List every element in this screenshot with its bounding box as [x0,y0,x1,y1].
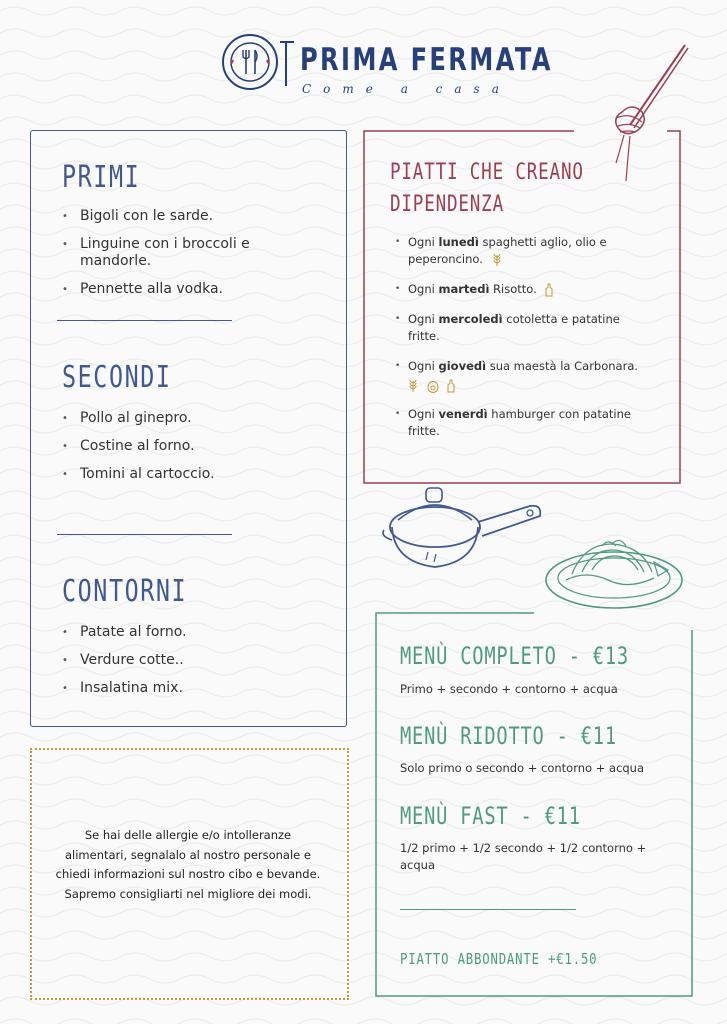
brand-tagline: Come a casa [302,82,511,96]
menu-fast-desc: 1/2 primo + 1/2 secondo + 1/2 contorno + acqua [400,841,647,872]
secondi-list [62,410,322,494]
milk-bottle-icon [545,283,553,297]
specials-heading-line1: PIATTI CHE CREANO [390,160,584,185]
menu-completo-desc: Primo + secondo + contorno + acqua [400,682,618,696]
divider [57,320,232,321]
menu-ridotto-title: MENÙ RIDOTTO - €11 [400,722,617,750]
list-item: • Patate al forno. [62,624,322,641]
divider [57,534,232,535]
menu-fast-title: MENÙ FAST - €11 [400,802,581,830]
specials-list [395,234,655,440]
list-item: • Ogni mercoledì cotoletta e patatine fritte. [395,311,655,345]
list-item: • Tomini al cartoccio. [62,466,322,483]
list-item: • Bigoli con le sarde. [62,208,322,225]
wheat-icon [408,379,418,393]
list-item: • Costine al forno. [62,438,322,455]
logo-plate-icon [218,30,298,96]
specials-heading-line2: DIPENDENZA [390,192,504,217]
divider [400,909,576,910]
list-item: • Ogni giovedì sua maestà la Carbonara. [395,358,655,393]
list-item: • Verdure cotte.. [62,652,322,669]
menu-ridotto-desc: Solo primo o secondo + contorno + acqua [400,761,645,775]
milk-bottle-icon [447,379,455,393]
specials-heading [390,157,584,221]
contorni-list [62,624,322,708]
list-item: • Pollo al ginepro. [62,410,322,427]
contorni-heading: CONTORNI [62,574,188,609]
brand-name: PRIMA FERMATA [300,42,553,78]
list-item: • Pennette alla vodka. [62,281,322,298]
wheat-icon [492,253,502,267]
pan-illustration [380,482,550,582]
primi-list [62,208,322,309]
secondi-heading: SECONDI [62,360,172,395]
list-item: • Ogni martedì Risotto. [395,281,655,298]
list-item: • Ogni lunedì spaghetti aglio, olio e peperoncino. [395,234,655,268]
primi-heading: PRIMI [62,160,141,195]
spaghetti-plate-illustration [542,532,692,622]
list-item: • Linguine con i broccoli e mandorle. [62,236,322,270]
allergy-notice-text: Se hai delle allergie e/o intolleranze alimentari, segnalalo al nostro personale e chiedi informazioni sul nostro cibo e bevande. Sapremo consigliarti nel migliore dei modi. [55,828,321,901]
list-item: • Ogni venerdì hamburger con patatine fritte. [395,406,655,440]
piatto-abbondante: PIATTO ABBONDANTE +€1.50 [400,950,598,968]
menu-completo-title: MENÙ COMPLETO - €13 [400,642,629,670]
list-item: • Insalatina mix. [62,680,322,697]
egg-icon [427,379,439,393]
